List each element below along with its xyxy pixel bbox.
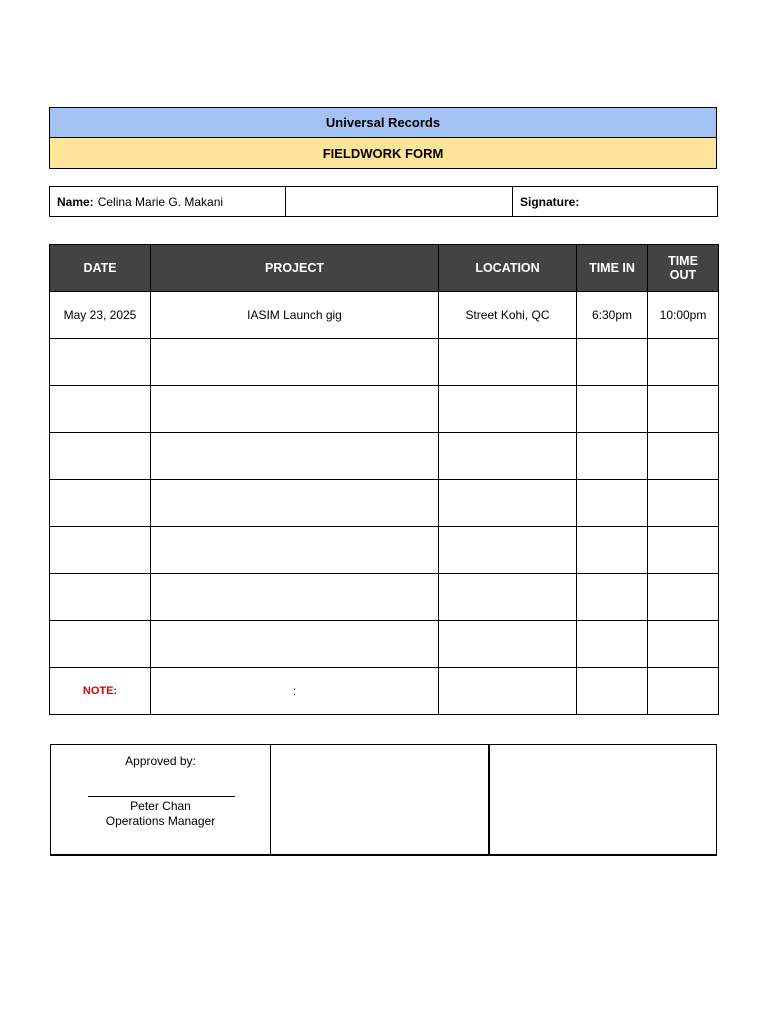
signature-cell[interactable] (513, 187, 717, 216)
approval-box (51, 745, 271, 854)
info-bar (49, 186, 718, 217)
cell-location[interactable]: Street Kohi, QC (439, 292, 577, 339)
approver-role: Operations Manager (105, 814, 216, 828)
cell-time-out[interactable] (648, 433, 719, 480)
cell-location[interactable] (439, 574, 577, 621)
cell-time-in[interactable] (577, 668, 648, 715)
cell-time-in[interactable] (577, 386, 648, 433)
name-value[interactable]: Celina Marie G. Makani (97, 194, 224, 209)
signature-label: Signature: (520, 194, 580, 209)
cell-date[interactable] (50, 386, 151, 433)
table-header-row (50, 245, 719, 292)
header-location: LOCATION (439, 245, 577, 292)
approver-block (51, 799, 270, 829)
cell-date[interactable] (50, 339, 151, 386)
cell-time-in[interactable] (577, 433, 648, 480)
cell-date[interactable] (50, 574, 151, 621)
cell-time-out[interactable] (648, 386, 719, 433)
cell-location[interactable] (439, 527, 577, 574)
approval-blank-box[interactable] (490, 745, 716, 854)
cell-time-in[interactable] (577, 339, 648, 386)
header-date: DATE (50, 245, 151, 292)
cell-project[interactable] (151, 433, 439, 480)
header-project: PROJECT (151, 245, 439, 292)
cell-project[interactable] (151, 621, 439, 668)
cell-location[interactable] (439, 480, 577, 527)
header-time-in: TIME IN (577, 245, 648, 292)
cell-time-out[interactable] (648, 668, 719, 715)
cell-time-in[interactable] (577, 527, 648, 574)
table-row (50, 433, 719, 480)
note-row (50, 668, 719, 715)
cell-time-out[interactable] (648, 621, 719, 668)
cell-date[interactable] (50, 433, 151, 480)
cell-project[interactable] (151, 386, 439, 433)
fieldwork-table (49, 244, 719, 715)
approver-name: Peter Chan (130, 799, 191, 813)
cell-location[interactable] (439, 433, 577, 480)
table-row (50, 480, 719, 527)
cell-location[interactable] (439, 339, 577, 386)
header-time-out (648, 245, 719, 292)
name-label: Name: (57, 194, 94, 209)
note-label: NOTE: (50, 668, 151, 715)
cell-time-in[interactable] (577, 480, 648, 527)
approval-blank-box[interactable] (271, 745, 490, 854)
cell-date[interactable] (50, 480, 151, 527)
blank-cell[interactable] (286, 187, 513, 216)
company-title: Universal Records (49, 107, 717, 138)
approval-section (50, 744, 717, 856)
cell-time-out[interactable] (648, 527, 719, 574)
cell-time-in[interactable]: 6:30pm (577, 292, 648, 339)
cell-project[interactable] (151, 339, 439, 386)
cell-time-out[interactable] (648, 574, 719, 621)
cell-date[interactable] (50, 527, 151, 574)
cell-location[interactable] (439, 621, 577, 668)
cell-project[interactable] (151, 574, 439, 621)
form-title: FIELDWORK FORM (49, 137, 717, 169)
cell-time-in[interactable] (577, 621, 648, 668)
table-row (50, 527, 719, 574)
header-time-out-line2: OUT (669, 268, 697, 282)
table-row (50, 574, 719, 621)
table-row (50, 339, 719, 386)
cell-date[interactable]: May 23, 2025 (50, 292, 151, 339)
cell-project[interactable]: IASIM Launch gig (151, 292, 439, 339)
table-row (50, 386, 719, 433)
note-value[interactable]: : (151, 668, 439, 715)
header-time-out-line1: TIME (668, 254, 698, 268)
name-cell (50, 187, 286, 216)
cell-time-out[interactable] (648, 339, 719, 386)
signature-line (88, 796, 235, 797)
cell-date[interactable] (50, 621, 151, 668)
table-row (50, 621, 719, 668)
cell-time-in[interactable] (577, 574, 648, 621)
approved-by-label: Approved by: (125, 754, 196, 768)
table-row (50, 292, 719, 339)
cell-time-out[interactable] (648, 480, 719, 527)
cell-location[interactable] (439, 386, 577, 433)
cell-project[interactable] (151, 527, 439, 574)
cell-project[interactable] (151, 480, 439, 527)
cell-location[interactable] (439, 668, 577, 715)
cell-time-out[interactable]: 10:00pm (648, 292, 719, 339)
